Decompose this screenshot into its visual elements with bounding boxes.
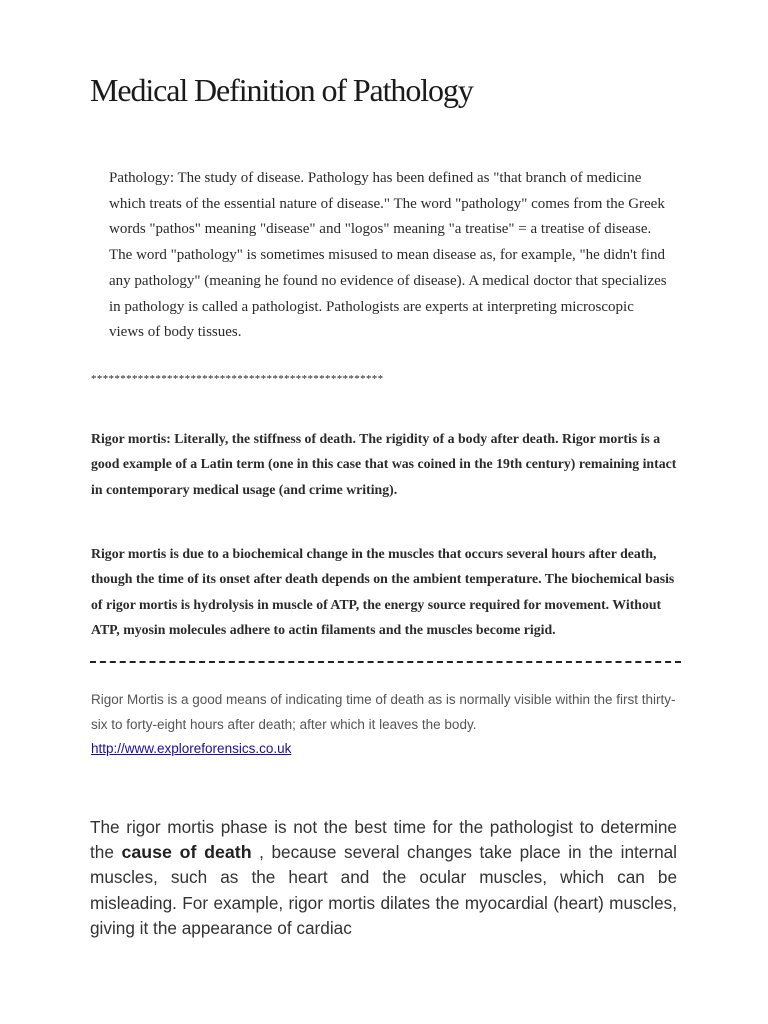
page-title: Medical Definition of Pathology: [90, 72, 473, 108]
dashed-divider: [90, 661, 681, 663]
time-of-death-note: Rigor Mortis is a good means of indicating time of death as is normally visible within the first thirty-six to forty-eight hours after death; after which it leaves the body.: [91, 692, 676, 732]
final-paragraph-text-start: The rigor mortis phase is not the best time for the pathologist to determine the: [90, 817, 677, 863]
cause-of-death-emphasis: cause of death: [121, 842, 252, 863]
rigor-mortis-biochemistry-paragraph: Rigor mortis is due to a biochemical change in the muscles that occurs several hours after death, though the time of its onset after death depends on the ambient temperature. The biochemical basis of rigor mortis is hydrolysis in muscle of ATP, the energy source required for movement. Without ATP, myosin molecules adhere to actin filaments and the muscles become rigid.: [91, 546, 675, 637]
asterisk-separator: **************************************************: [91, 373, 384, 385]
source-link[interactable]: http://www.exploreforensics.co.uk: [91, 741, 292, 756]
final-paragraph-text-end: , because several changes take place in the internal muscles, such as the heart and the ocular muscles, which can be misleading. For example, rigor mortis dilates the myocardial (heart) muscles, giving it the appearance of cardiac: [90, 842, 678, 938]
rigor-mortis-definition-paragraph: Rigor mortis: Literally, the stiffness of death. The rigidity of a body after death. Rigor mortis is a good example of a Latin term (one in this case that was coined in the 19th century) remaining intact in contemporary medical usage (and crime writing).: [91, 431, 677, 497]
final-paragraph: [90, 815, 677, 941]
intro-paragraph: Pathology: The study of disease. Pathology has been defined as "that branch of medicine which treats of the essential nature of disease." The word "pathology" comes from the Greek words "pathos" meaning "disease" and "logos" meaning "a treatise" = a treatise of disease. The word "pathology" is sometimes misused to mean disease as, for example, "he didn't find any pathology" (meaning he found no evidence of disease). A medical doctor that specializes in pathology is called a pathologist. Pathologists are experts at interpreting microscopic views of body tissues.: [109, 170, 667, 341]
